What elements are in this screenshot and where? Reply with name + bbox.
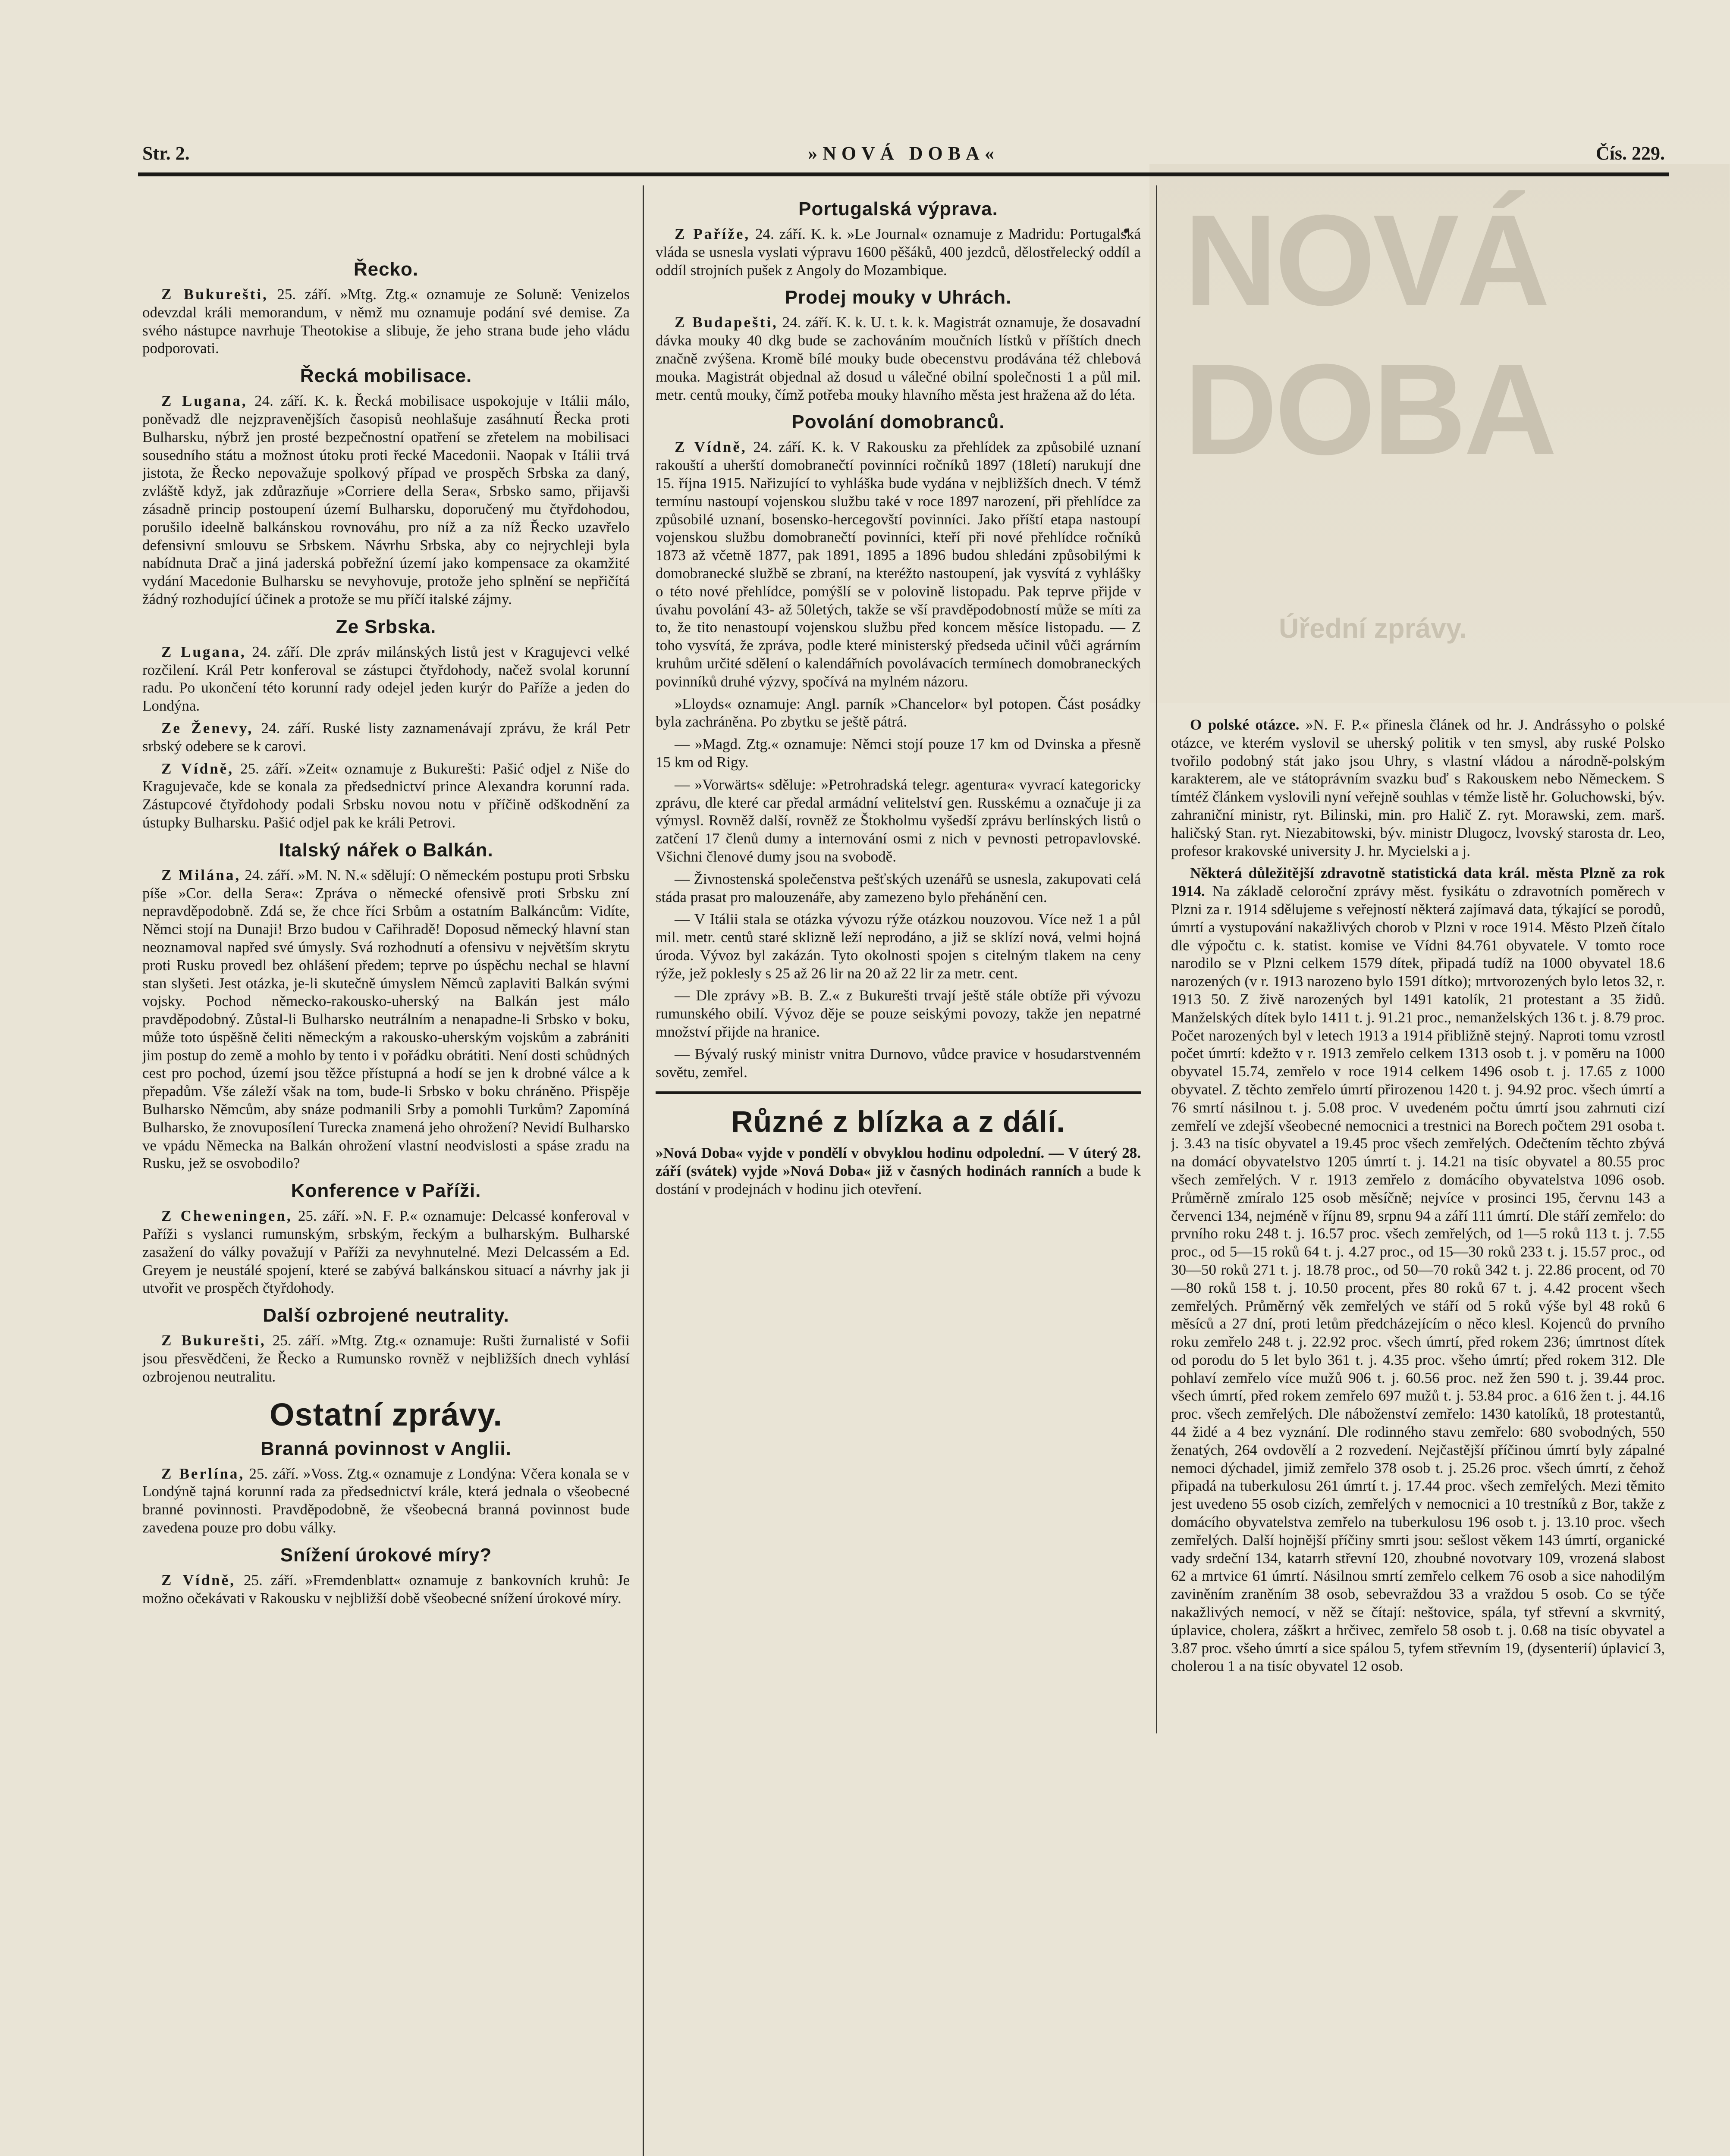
article-serbia-1: Z Lugana, 24. září. Dle zpráv milánských listů jest v Kragujevci velké rozčilení. Král Petr konferoval se zástupci čtyřdohody, načež svolal korunní radu. Po ukončení této korunní rady odejel jeden kurýr do Paříže a jeden do Londýna. — [142, 643, 630, 714]
column-middle — [656, 198, 1141, 1746]
article-polish-question: O polské otázce. »N. F. P.« přinesla článek od hr. J. Andrássyho o polské otázce, ve kterém vyslovil se uherský politik v ten smysl, aby ruské Polsko tvořilo podobný stát jako jsou Uhry, s vlastní vládou a národně-polským karakterem, ale ve státoprávním svazku buď s Rakouskem nebo Německem. S tímtéž článkem vyslovili nyní veřejně souhlas v témže listě hr. Goluchowski, býv. zahraniční ministr, ryt. Bilinski, min. pro Halič Z. ryt. Morawski, zem. marš. haličský Stan. ryt. Niezabitowski, býv. ministr Dlugocz, lvovský starosta dr. Leo, profesor krakovské university J. hr. Mycielski a j. — [1171, 716, 1665, 859]
misc-news-5: — V Itálii stala se otázka vývozu rýže otázkou nouzovou. Více než 1 a půl mil. metr. centů staré sklizně leží neprodáno, a již se sklízí nová, velmi hojná úroda. Vývoz byl zakázán. Tyto okolnosti spojen s citelným tlakem na ceny rýže, jež poklesly s 25 až 26 lir na 20 až 22 lir za metr. cent. — [656, 911, 1141, 982]
article-serbia-2: Ze Ženevy, 24. září. Ruské listy zaznamenávají zprávu, že král Petr srbský odebere se k carovi. — [142, 719, 630, 755]
column-divider-1 — [643, 185, 644, 2156]
article-greece: Z Bukurešti, 25. září. »Mtg. Ztg.« oznamuje ze Soluně: Venizelos odevzdal králi memorandum, v němž mu oznamuje podání své demise. Za svého nástupce navrhuje Theotokise a slibuje, že jeho strana bude jeho vládu podporovati. — [142, 286, 630, 357]
section-title-portugal: Portugalská výprava. — [798, 198, 998, 219]
article-health-statistics: Některá důležitější zdravotně statistická data král. města Plzně za rok 1914. Na základě celoroční zprávy měst. fysikátu o zdravotních poměrech v Plzni za r. 1914 sdělujeme s veřejností některá zajímavá data, týkající se porodů, úmrtí a vystupování nakažlivých chorob v Plzni v roce 1914. Město Plzeň čítalo dle výpočtu c. k. statist. komise ve Vídni 84.761 obyvatele. V tomto roce narodilo se v Plzni celkem 1579 dítek, připadá tudíž na 1000 obyvatel 18.6 narozených (v r. 1913 narozeno bylo 1591 dítko); mrtvorozených bylo letos 32, r. 1913 50. Z živě narozených byl 1491 katolík, 21 protestant a 35 židů. Manželských dítek bylo 1411 t. j. 91.21 proc., nemanželských 136 t. j. 8.79 proc. Počet narozených byl v letech 1913 a 1914 přibližně stejný. Naproti tomu vzrostl počet úmrtí: kdežto v r. 1913 zemřelo celkem 1313 osob t. j. v poměru na 1000 obyvatel 15.74, zemřelo v roce 1914 celkem 1496 osob t. j. 17.65 z 1000 obyvatel. Z těchto zemřelo úmrtí přirozenou 1420 t. j. 94.92 proc. všech úmrtí a 76 smrtí násilnou t. j. 5.08 proc. V uvedeném počtu úmrtí jsou zahrnuti cizí zemřelí ve zdejší všeobecné nemocnici a trestnici na Borech počtem 291 osoba t. j. 3.43 na tisíc obyvatel a 19.45 proc všech zemřelých. Odečtením těchto zbývá na domácí obyvatelstvo 1205 úmrtí t. j. 14.21 na tisíc obyvatel a 80.55 proc všech zemřelých. V r. 1913 zemřelo z domácího obyvatelstva 1096 osob. Průměrně zmíralo 125 osob měsíčně; nejvíce v prosinci 195, červnu 143 a červenci 134, nejméně v říjnu 89, srpnu 94 a září 111 úmrtí. Dle stáří zemřelo: do prvního roku 248 t. j. 16.57 proc. všech zemřelých, od 1—5 roků 113 t. j. 7.55 proc., od 5—15 roků 64 t. j. 4.27 proc., od 15—30 roků 233 t. j. 15.57 proc., od 30—50 roků 271 t. j. 18.78 proc., od 50—70 roků 342 t. j. 22.86 procent, od 70—80 roků 158 t. j. 10.50 procent, přes 80 roků 67 t. j. 4.42 procent všech zemřelých. Průměrný věk zemřelých ve stáří od 5 roků výše byl 48 roků 6 měsíců a 27 dní, proti letům předcházejícím o něco klesl. Kojenců do prvního roku zemřelo 248 t. j. 22.92 proc. všech úmrtí, před rokem 236; úmrtnost dítek od porodu do 5 let bylo 361 t. j. 4.35 proc. všeho úmrtí; před rokem 312. Dle pohlaví zemřelo více mužů 906 t. j. 60.56 proc. než žen 590 t. j. 39.44 proc. všech úmrtí, před rokem zemřelo 697 mužů t. j. 53.84 proc. a 616 žen t. j. 44.16 proc. všech zemřelých. Dle náboženství zemřelo: 1430 katolíků, 18 protestantů, 44 židé a 4 bez vyznání. Dle rodinného stavu zemřelo: 680 svobodných, 550 ženatých, 264 ovdovělí a 2 rozvedení. Nejčastější příčinou úmrtí byly zápalné nemoci dýchadel, jimiž zemřelo 378 osob t. j. 25.26 proc. všech úmrtí, z čehož připadá na tuberkulosu 261 úmrtí t. j. 17.44 proc. všech zemřelých. Mezi těmito jest uvedeno 55 osob cizích, zemřelých v nemocnici a 10 trestníků z Bor, takže z domácího obyvatelstva zemřelo na tuberkulosu 196 osob t. j. 13.10 proc. všech zemřelých. Další hojnější příčiny smrti jsou: sešlost věkem 143 úmrtí, organické vady srdeční 134, katarrh střevní 120, zhoubné novotvary 109, vrozená slabost 62 a mrtvice 61 úmrtí. Násilnou smrtí zemřelo celkem 76 osob a sice nahodilým zaviněním zraněním 38 osob, sebevraždou 33 a vraždou 5 osob. Co se týče nakažlivých nemocí, v něž se čítají: neštovice, spála, tyf střevní a skvrnitý, úplavice, cholera, záškrt a hrčivec, zemřelo 58 osob t. j. 0.68 na tisíc obyvatel a 3.87 proc. všeho úmrtí a sice spálou 5, tyfem střevním 19, (dysenterií) úplavicí 3, cholerou 1 a na tisíc obyvatel 12 osob. — [1171, 865, 1665, 1675]
article-conference: Z Cheweningen, 25. září. »N. F. P.« oznamuje: Delcassé konferoval v Paříži s vyslanci rumunským, srbským, řeckým a bulharským. Bulharské zasažení do války považují v Paříži za nevyhnutelné. Mezi Delcassém a Ed. Greyem je neustálé spojení, které se zabývá balkánskou situací a návrhy jak ji utvořit ve prospěch čtyřdohody. — [142, 1207, 630, 1297]
section-title-greece: Řecko. — [353, 259, 419, 280]
article-portugal: Z Paříže, 24. září. K. k. »Le Journal« oznamuje z Madridu: Portugalská vláda se usnesla vyslati výpravu 1600 pěšáků, 400 jezdců, dělostřelecký oddíl a oddíl strojních pušek z Angoly do Mozambique. — [656, 226, 1141, 279]
section-title-armed-neutrality: Další ozbrojené neutrality. — [263, 1305, 509, 1326]
section-title-interest: Snížení úrokové míry? — [280, 1544, 492, 1566]
article-call-up: Z Vídně, 24. září. K. k. V Rakousku za přehlídek za způsobilé uznaní rakouští a uherští domobranečtí povinníci ročníků 1897 (18letí) narukují dne 15. října 1915. Nařizující to vyhláška bude vydána v nejbližších dnech. V témž termínu nastoupí vojenskou službu také v roce 1897 narození, při přehlídce za způsobilé uznaní, bosensko-hercegovští povinníci. Jako příští etapa nastoupí vojenskou službu domobranečtí povinníci, kteří při nové přehlídce ročníků 1873 až včetně 1877, pak 1891, 1895 a 1896 budou shledáni způsobilými k domobranecké službě se zbraní, na kteréžto nastoupení, jak vysvítá z vyhlášky o této nové přehlídce, pomýšlí se v polovině listopadu. Pak teprve přijde v úvahu povolání 43- až 50letých, takže se vší pravděpodobností může se míti za to, že tito nenastoupí vojenskou službu před koncem měsíce listopadu. — Z toho vysvítá, že zpráva, podle které ministerský předseda učinil vůči agrárním kruhům určité sdělení o kalendářních povolávacích termínech domobraneckých povinníků druhé výzvy, spočívá na mylném názoru. — [656, 439, 1141, 690]
section-title-greek-mobilisation: Řecká mobilisace. — [300, 365, 472, 387]
section-title-flour: Prodej mouky v Uhrách. — [785, 287, 1012, 308]
section-rule — [656, 1091, 1141, 1094]
newspaper-title: »NOVÁ DOBA« — [808, 143, 999, 164]
section-title-call-up: Povolání domobranců. — [791, 411, 1005, 433]
misc-news-3: — »Vorwärts« sděluje: »Petrohradská telegr. agentura« vyvrací kategoricky zprávu, dle které car předal armádní velitelství gen. Russkému a označuje ji za výmysl. Rovněž další, rovněž ze Štokholmu vyšedší zprávu berlínských listů o zatčení 17 členů dumy a internování osmi z nich v pevnosti petropavlovské. Všichni členové dumy jsou na svobodě. — [656, 776, 1141, 865]
page-header — [142, 142, 1665, 168]
column-right — [1171, 716, 1665, 2156]
section-title-italian-lament: Italský nářek o Balkán. — [279, 839, 493, 861]
bleed-through-masthead — [1184, 185, 1667, 673]
section-title-conference: Konference v Paříži. — [291, 1180, 481, 1202]
article-armed-neutrality: Z Bukurešti, 25. září. »Mtg. Ztg.« oznamuje: Rušti žurnalisté v Sofii jsou přesvědčeni, že Řecko a Rumunsko rovněž v nejbližších dnech vyhlásí ozbrojenou neutralitu. — [142, 1332, 630, 1385]
misc-news-2: — »Magd. Ztg.« oznamuje: Němci stojí pouze 17 km od Dvinska a přesně 15 km od Rigy. — [656, 736, 1141, 771]
column-divider-2 — [1156, 185, 1157, 1733]
misc-news-1: »Lloyds« oznamuje: Angl. parník »Chancelor« byl potopen. Část posádky byla zachráněna. Po zbytku se ještě pátrá. — [656, 695, 1141, 730]
bleed-heading-text: Úřední zprávy. — [1279, 613, 1467, 644]
page-number: Str. 2. — [142, 143, 190, 164]
misc-news-4: — Živnostenská společenstva pešťských uzenářů se usnesla, zakupovati celá stáda prasat pro malouzenáře, aby zamezeno bylo přehánění cen. — [656, 870, 1141, 906]
column-left — [142, 198, 630, 2156]
article-italian-lament: Z Milána, 24. září. »M. N. N.« sdělují: O německém postupu proti Srbsku píše »Cor. della Sera«: Zpráva o německé ofensivě proti Srbsku zní nepravděpodobně. Zdá se, že chce říci Srbům a ostatním Balkáncům: Vidíte, Němci stojí na Dunaji! Brzo budou v Cařihradě! Doposud německý hlavní stan neoznamoval napřed své úmysly. Svá rozhodnutí a ofensivu v největším skrytu proti Rusku provedl bez ohlášení předem; teprve po úspěchu nechal se hlavní stan slyšeti. Jest otázka, je-li skutečně úmyslem Němců zaplaviti Balkán svými vojsky. Pochod německo-rakousko-uherský na Balkán jest málo pravděpodobný. Zůstal-li Bulharsko neutrálním a nenapadne-li Srbsko v boku, může toto úspěšně čeliti německým a rakousko-uherským vojskům a zabrániti jim postup do země a mohlo by tento i v pořádku obrátiti. Není dosti schůdných cest pro pochod, území jsou těžce přístupná a hodí se jen k drobné válce a k přepadům. Vše záleží však na tom, bude-li Srbsko v boku chráněno. Přispěje Bulharsko Němcům, aby snáze podmanili Srby a pomohli Turkům? Zapomíná Bulharsko, že znovuposílení Turecka znamená jeho ohrožení? Nevidí Bulharsko ve vpádu Německa na Balkán ohrožení vlastní neodvislosti a spáse zradu na Rusku, jež se osvobodilo? — [142, 866, 630, 1172]
article-interest: Z Vídně, 25. září. »Fremdenblatt« oznamuje z bankovních kruhů: Je možno očekávati v Rakousku v nejbližší době všeobecné snížení úrokové míry. — [142, 1571, 630, 1607]
section-title-england: Branná povinnost v Anglii. — [261, 1438, 512, 1459]
section-title-near-far: Různé z blízka a z dálí. — [731, 1105, 1065, 1139]
article-serbia-3: Z Vídně, 25. září. »Zeit« oznamuje z Bukurešti: Pašić odjel z Niše do Kragujevače, kde se konala za předsednictví prince Alexandra korunní rada. Zástupcové čtyřdohody podali Srbsku novou notu v příčině odškodnění za ústupky Bulharsku. Pašić odjel pak ke králi Petrovi. — [142, 760, 630, 831]
bleed-masthead-text: NOVÁ DOBA — [1184, 188, 1555, 482]
misc-news-6: — Dle zprávy »B. B. Z.« z Bukurešti trvají ještě stále obtíže při vývozu rumunského obilí. Vývoz děje se pouze seiskými povozy, takže jen nepatrné množství přijde na hranice. — [656, 987, 1141, 1040]
section-title-other-news: Ostatní zprávy. — [269, 1396, 502, 1432]
article-flour: Z Budapešti, 24. září. K. k. U. t. k. k. Magistrát oznamuje, že dosavadní dávka mouky 40 dkg bude se zachováním moučních lístků v příštích dnech značně zvýšena. Kromě bílé mouky bude obecenstvu prodávána též chlebová mouka. Magistrát objednal až dosud u válečné obilní společnosti 1 a půl mil. metr. centů mouky, čímž potřeba mouky hlavního města jest hražena až do léta. — [656, 314, 1141, 403]
article-near-far: »Nová Doba« vyjde v pondělí v obvyklou hodinu odpolední. — V úterý 28. září (svátek) vyjde »Nová Doba« již v časných hodinách ranních a bude k dostání v prodejnách v hodinu jich otevření. — [656, 1144, 1141, 1198]
issue-number: Čís. 229. — [1595, 143, 1665, 164]
header-rule — [138, 172, 1669, 176]
misc-news-7: — Bývalý ruský ministr vnitra Durnovo, vůdce pravice v hosudarstvenném sovětu, zemřel. — [656, 1045, 1141, 1081]
article-greek-mobilisation: Z Lugana, 24. září. K. k. Řecká mobilisace uspokojuje v Itálii málo, poněvadž dle nejzpravenějších časopisů neohlašuje zasáhnutí Řecka proti Bulharsku, nýbrž jen prosté bezpečnostní opatření se zřetelem na mobilisaci sousedního státu a možnost útoku proti řecké Macedonii. Naopak v Itálii trvá jistota, že Řecko nepovažuje spolkový případ ve prospěch Srbska za daný, zvláště když, jak zdůrazňuje »Corriere della Sera«, Srbsko samo, přijavši zásadně princip postoupení území Bulharsku, doporučený mu čtyřdohodou, porušilo ideelně balkánskou rovnováhu, pro níž a za níž Řecko uzavřelo defensivní smlouvu se Srbskem. Návrhu Srbska, aby co nejrychleji byla nabídnuta Drač a jiná jaderská pobřežní území jako kompensace za okamžité vydání Macedonie Bulharsku se nevyhovuje, protože jeho splnění se nepřičítá žádný rozhodující účinek a protože se mu příčí italské zájmy. — [142, 392, 630, 608]
article-england: Z Berlína, 25. září. »Voss. Ztg.« oznamuje z Londýna: Včera konala se v Londýně tajná korunní rada za předsednictví krále, která jednala o všeobecné branné povinnosti. Pravděpodobně, že všeobecná branná povinnost bude zavedena pouze pro dobu války. — [142, 1465, 630, 1536]
section-title-serbia: Ze Srbska. — [336, 616, 436, 637]
